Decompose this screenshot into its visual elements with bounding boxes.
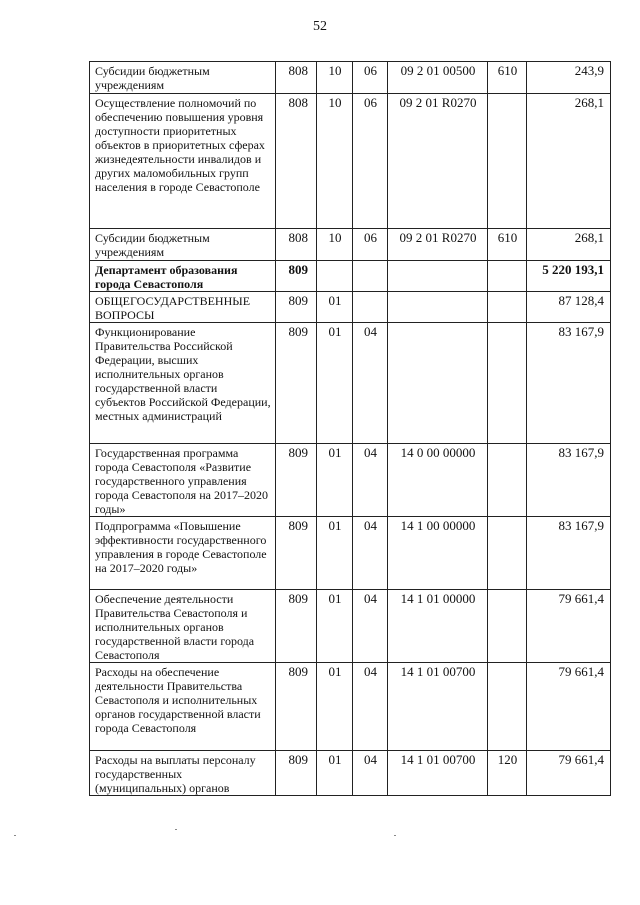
row-ved-code: 809 xyxy=(276,323,317,444)
row-ved-code: 809 xyxy=(276,663,317,751)
row-expense-type xyxy=(488,517,527,590)
row-expense-type: 610 xyxy=(488,62,527,94)
row-target-article: 14 0 00 00000 xyxy=(388,444,488,517)
row-expense-type xyxy=(488,292,527,323)
row-name: Государственная программа города Севастополя «Развитие государственного управления города Севастополя на 2017–2020 годы» xyxy=(90,444,276,517)
row-subsection-code: 04 xyxy=(353,444,388,517)
row-expense-type: 120 xyxy=(488,751,527,796)
row-subsection-code: 04 xyxy=(353,517,388,590)
row-amount: 79 661,4 xyxy=(527,590,611,663)
row-target-article xyxy=(388,323,488,444)
row-section-code: 01 xyxy=(317,663,353,751)
row-ved-code: 808 xyxy=(276,94,317,229)
table-row xyxy=(90,323,611,444)
table-row xyxy=(90,229,611,261)
row-subsection-code: 04 xyxy=(353,663,388,751)
table-row xyxy=(90,444,611,517)
row-name: Осуществление полномочий по обеспечению повышения уровня доступности приоритетных объектов в приоритетных сферах жизнедеятельности инвалидов и других маломобильных групп населения в городе Севастополе xyxy=(90,94,276,229)
table-row xyxy=(90,751,611,796)
row-name: Подпрограмма «Повышение эффективности государственного управления в городе Севастополе на 2017–2020 годы» xyxy=(90,517,276,590)
row-subsection-code: 06 xyxy=(353,229,388,261)
row-target-article: 14 1 00 00000 xyxy=(388,517,488,590)
row-ved-code: 808 xyxy=(276,62,317,94)
row-section-code xyxy=(317,261,353,292)
row-expense-type xyxy=(488,590,527,663)
row-subsection-code xyxy=(353,292,388,323)
row-target-article: 09 2 01 R0270 xyxy=(388,229,488,261)
row-ved-code: 809 xyxy=(276,751,317,796)
row-amount: 243,9 xyxy=(527,62,611,94)
scan-artifact xyxy=(14,835,16,836)
table-row xyxy=(90,590,611,663)
row-amount: 83 167,9 xyxy=(527,517,611,590)
row-section-code: 01 xyxy=(317,444,353,517)
row-section-code: 10 xyxy=(317,229,353,261)
row-target-article: 09 2 01 R0270 xyxy=(388,94,488,229)
row-amount: 79 661,4 xyxy=(527,751,611,796)
row-section-code: 01 xyxy=(317,323,353,444)
row-expense-type xyxy=(488,444,527,517)
row-target-article: 14 1 01 00000 xyxy=(388,590,488,663)
row-name: ОБЩЕГОСУДАРСТВЕННЫЕ ВОПРОСЫ xyxy=(90,292,276,323)
row-expense-type xyxy=(488,94,527,229)
table-row xyxy=(90,663,611,751)
table-row xyxy=(90,261,611,292)
row-section-code: 01 xyxy=(317,517,353,590)
row-amount: 5 220 193,1 xyxy=(527,261,611,292)
row-amount: 83 167,9 xyxy=(527,444,611,517)
row-section-code: 01 xyxy=(317,292,353,323)
row-amount: 87 128,4 xyxy=(527,292,611,323)
row-amount: 83 167,9 xyxy=(527,323,611,444)
table-row xyxy=(90,94,611,229)
row-name: Функционирование Правительства Российской Федерации, высших исполнительных органов государственной власти субъектов Российской Федерации, местных администраций xyxy=(90,323,276,444)
table-row xyxy=(90,517,611,590)
row-ved-code: 809 xyxy=(276,292,317,323)
row-expense-type xyxy=(488,261,527,292)
row-name: Субсидии бюджетным учреждениям xyxy=(90,62,276,94)
row-expense-type xyxy=(488,323,527,444)
page-number: 52 xyxy=(313,19,327,34)
row-amount: 268,1 xyxy=(527,94,611,229)
row-target-article xyxy=(388,292,488,323)
scan-artifact xyxy=(394,835,396,836)
row-subsection-code: 04 xyxy=(353,590,388,663)
row-name: Обеспечение деятельности Правительства Севастополя и исполнительных органов государственной власти города Севастополя xyxy=(90,590,276,663)
row-section-code: 01 xyxy=(317,751,353,796)
row-target-article: 09 2 01 00500 xyxy=(388,62,488,94)
row-ved-code: 809 xyxy=(276,444,317,517)
row-subsection-code: 04 xyxy=(353,751,388,796)
row-subsection-code: 04 xyxy=(353,323,388,444)
row-name: Расходы на выплаты персоналу государственных (муниципальных) органов xyxy=(90,751,276,796)
table-row xyxy=(90,292,611,323)
budget-table-body xyxy=(90,62,611,796)
row-section-code: 10 xyxy=(317,62,353,94)
table-row xyxy=(90,62,611,94)
row-section-code: 01 xyxy=(317,590,353,663)
budget-table xyxy=(89,61,611,796)
row-ved-code: 808 xyxy=(276,229,317,261)
row-amount: 268,1 xyxy=(527,229,611,261)
row-subsection-code: 06 xyxy=(353,62,388,94)
row-ved-code: 809 xyxy=(276,517,317,590)
row-expense-type xyxy=(488,663,527,751)
row-section-code: 10 xyxy=(317,94,353,229)
row-name: Субсидии бюджетным учреждениям xyxy=(90,229,276,261)
row-subsection-code xyxy=(353,261,388,292)
row-ved-code: 809 xyxy=(276,590,317,663)
row-ved-code: 809 xyxy=(276,261,317,292)
scan-artifact xyxy=(175,829,177,830)
row-name: Расходы на обеспечение деятельности Правительства Севастополя и исполнительных органов государственной власти города Севастополя xyxy=(90,663,276,751)
row-target-article xyxy=(388,261,488,292)
row-name: Департамент образования города Севастополя xyxy=(90,261,276,292)
row-amount: 79 661,4 xyxy=(527,663,611,751)
row-target-article: 14 1 01 00700 xyxy=(388,751,488,796)
row-subsection-code: 06 xyxy=(353,94,388,229)
row-target-article: 14 1 01 00700 xyxy=(388,663,488,751)
row-expense-type: 610 xyxy=(488,229,527,261)
